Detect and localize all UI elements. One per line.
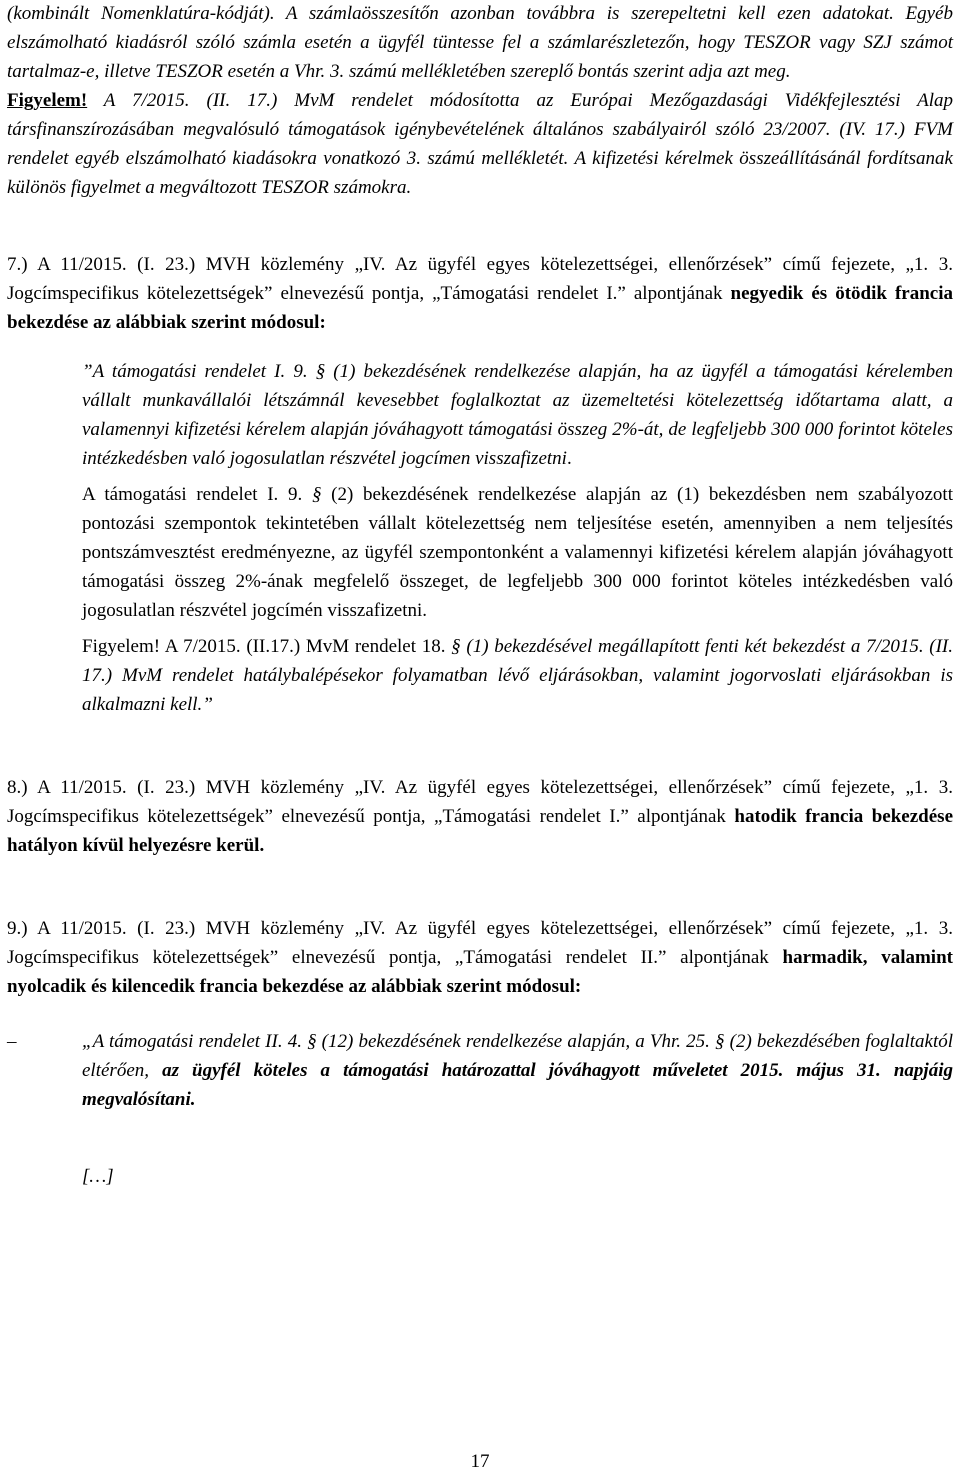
- item-7-quote-3: [7, 632, 953, 719]
- quote-2-start: A támogatási rendelet I. 9.: [82, 484, 312, 505]
- quote-3-start: Figyelem! A 7/2015. (II.17.) MvM rendelet 18.: [82, 636, 452, 657]
- quote-2-body: (2) bekezdésének rendelkezése alapján az (1) bekezdésben nem szabályozott pontozási szempontok tekintetében vállalt kötelezettség nem teljesítése esetén, amennyiben a nem teljesítés pontszámvesztést eredményezne, az ügyfél szempontonként a valamennyi kifizetési kérelem alapján jóváhagyott támogatási összeg 2%-ának megfelelő összeget, de legfeljebb 300 000 forintot köteles intézkedésben való jogosulatlan részvétel jogcímén visszafizetni.: [82, 484, 953, 621]
- item-7-paragraph: [7, 250, 953, 337]
- dash-bullet: –: [7, 1031, 17, 1052]
- item-8-paragraph: [7, 773, 953, 860]
- intro-line-1: (kombinált Nomenklatúra-kódját). A számlaösszesítőn azonban továbbra is szerepeltetni kell: [7, 3, 766, 24]
- quote-1-body: (1) bekezdésének rendelkezése alapján, ha az ügyfél a támogatási kérelemben vállalt munkavállalói létszámnál kevesebbet foglalkoztat az üzemeltetési kötelezettség időtartama alatt, a valamennyi kifizetési kérelem alapján jóváhagyott támogatási összeg 2%-át, de legfeljebb 300 000 forintot köteles intézkedésben való jogosulatlan részvétel jogcímen visszafizetni: [82, 361, 953, 469]
- item-7-quote-1: [7, 357, 953, 473]
- section-sign: §: [715, 1031, 725, 1052]
- section-sign: §: [307, 1031, 317, 1052]
- section-sign: §: [311, 484, 322, 505]
- intro-line-2: ezen adatokat. Egyéb elszámolható kiadásról szóló számla esetén a ügyfél tüntesse fel a: [7, 3, 953, 53]
- intro-line-3: számlarészletezőn, hogy TESZOR vagy SZJ számot tartalmaz-e, illetve TESZOR esetén a Vhr.: [7, 32, 953, 82]
- quote-3-body: (1) bekezdésével megállapított fenti két bekezdést a 7/2015. (II. 17.) MvM rendelet hatálybalépésekor folyamatban lévő eljárásokban, valamint jogorvoslati eljárásokban is alkalmazni kell.: [82, 636, 954, 715]
- item-9-dash-item: [7, 1027, 953, 1114]
- quote-1-start: ”A támogatási rendelet I. 9.: [82, 361, 316, 382]
- dash-bold: az ügyfél köteles a támogatási határozattal jóváhagyott műveletet 2015. május 31. napjáig megvalósítani.: [82, 1060, 953, 1110]
- quote-1-end: .: [566, 448, 572, 469]
- figyelem-text: A 7/2015. (II. 17.) MvM rendelet módosította az Európai Mezőgazdasági Vidékfejlesztési Alap társfinanszírozásában megvalósuló támogatások igénybevételének általános szabályairól szóló 23/2007. (IV. 17.) FVM rendelet egyéb elszámolható kiadásokra vonatkozó 3. számú mellékletét. A kifizetési kérelmek összeállításánál fordítsanak különös figyelmet a megváltozott TESZOR számokra.: [7, 90, 953, 198]
- item-7-lead: 7.) A 11/2015. (I. 23.) MVH közlemény „IV. Az ügyfél egyes kötelezettségei, ellenőrzések” című fejezete, „1. 3. Jogcímspecifikus kötelezettségek” elnevezésű pontja, „Támogatási rendelet I.” alpontjának: [7, 254, 953, 304]
- figyelem-paragraph: [7, 86, 953, 202]
- section-sign: §: [315, 361, 326, 382]
- item-8-lead: 8.) A 11/2015. (I. 23.) MVH közlemény „IV. Az ügyfél egyes kötelezettségei, ellenőrzések” című fejezete, „1. 3. Jogcímspecifikus kötelezettségek” elnevezésű pontja, „Támogatási rendelet I.” alpontjának: [7, 777, 953, 827]
- intro-paragraph: [7, 0, 953, 86]
- figyelem-label: Figyelem!: [7, 90, 88, 111]
- item-8-bold: hatodik francia bekezdése hatályon kívül helyezésre kerül.: [7, 806, 953, 856]
- dash-mid: (12) bekezdésének rendelkezése alapján, a Vhr. 25.: [316, 1031, 716, 1052]
- item-9-bold: harmadik, valamint nyolcadik és kilencedik francia bekezdése az alábbiak szerint módosul:: [7, 947, 953, 997]
- quote-3-end: ”: [202, 694, 213, 715]
- dash-mid-2: (2) bekezdésében foglaltaktól eltérően,: [82, 1031, 954, 1081]
- ellipsis: […]: [82, 1166, 114, 1187]
- page-number: 17: [470, 1451, 490, 1472]
- dash-start: „A támogatási rendelet II. 4.: [82, 1031, 308, 1052]
- item-7-bold: negyedik és ötödik francia bekezdése az alábbiak szerint módosul:: [7, 283, 953, 333]
- item-9-lead: 9.) A 11/2015. (I. 23.) MVH közlemény „IV. Az ügyfél egyes kötelezettségei, ellenőrzések” című fejezete, „1. 3. Jogcímspecifikus kötelezettségek” elnevezésű pontja, „Támogatási rendelet II.” alpontjának: [7, 918, 953, 968]
- intro-line-4: 3. számú mellékletében szereplő bontás szerint adja azt meg.: [329, 61, 791, 82]
- document-page: [7, 0, 953, 1191]
- item-9-paragraph: [7, 914, 953, 1001]
- item-7-quote-2: [7, 480, 953, 625]
- section-sign: §: [451, 636, 461, 657]
